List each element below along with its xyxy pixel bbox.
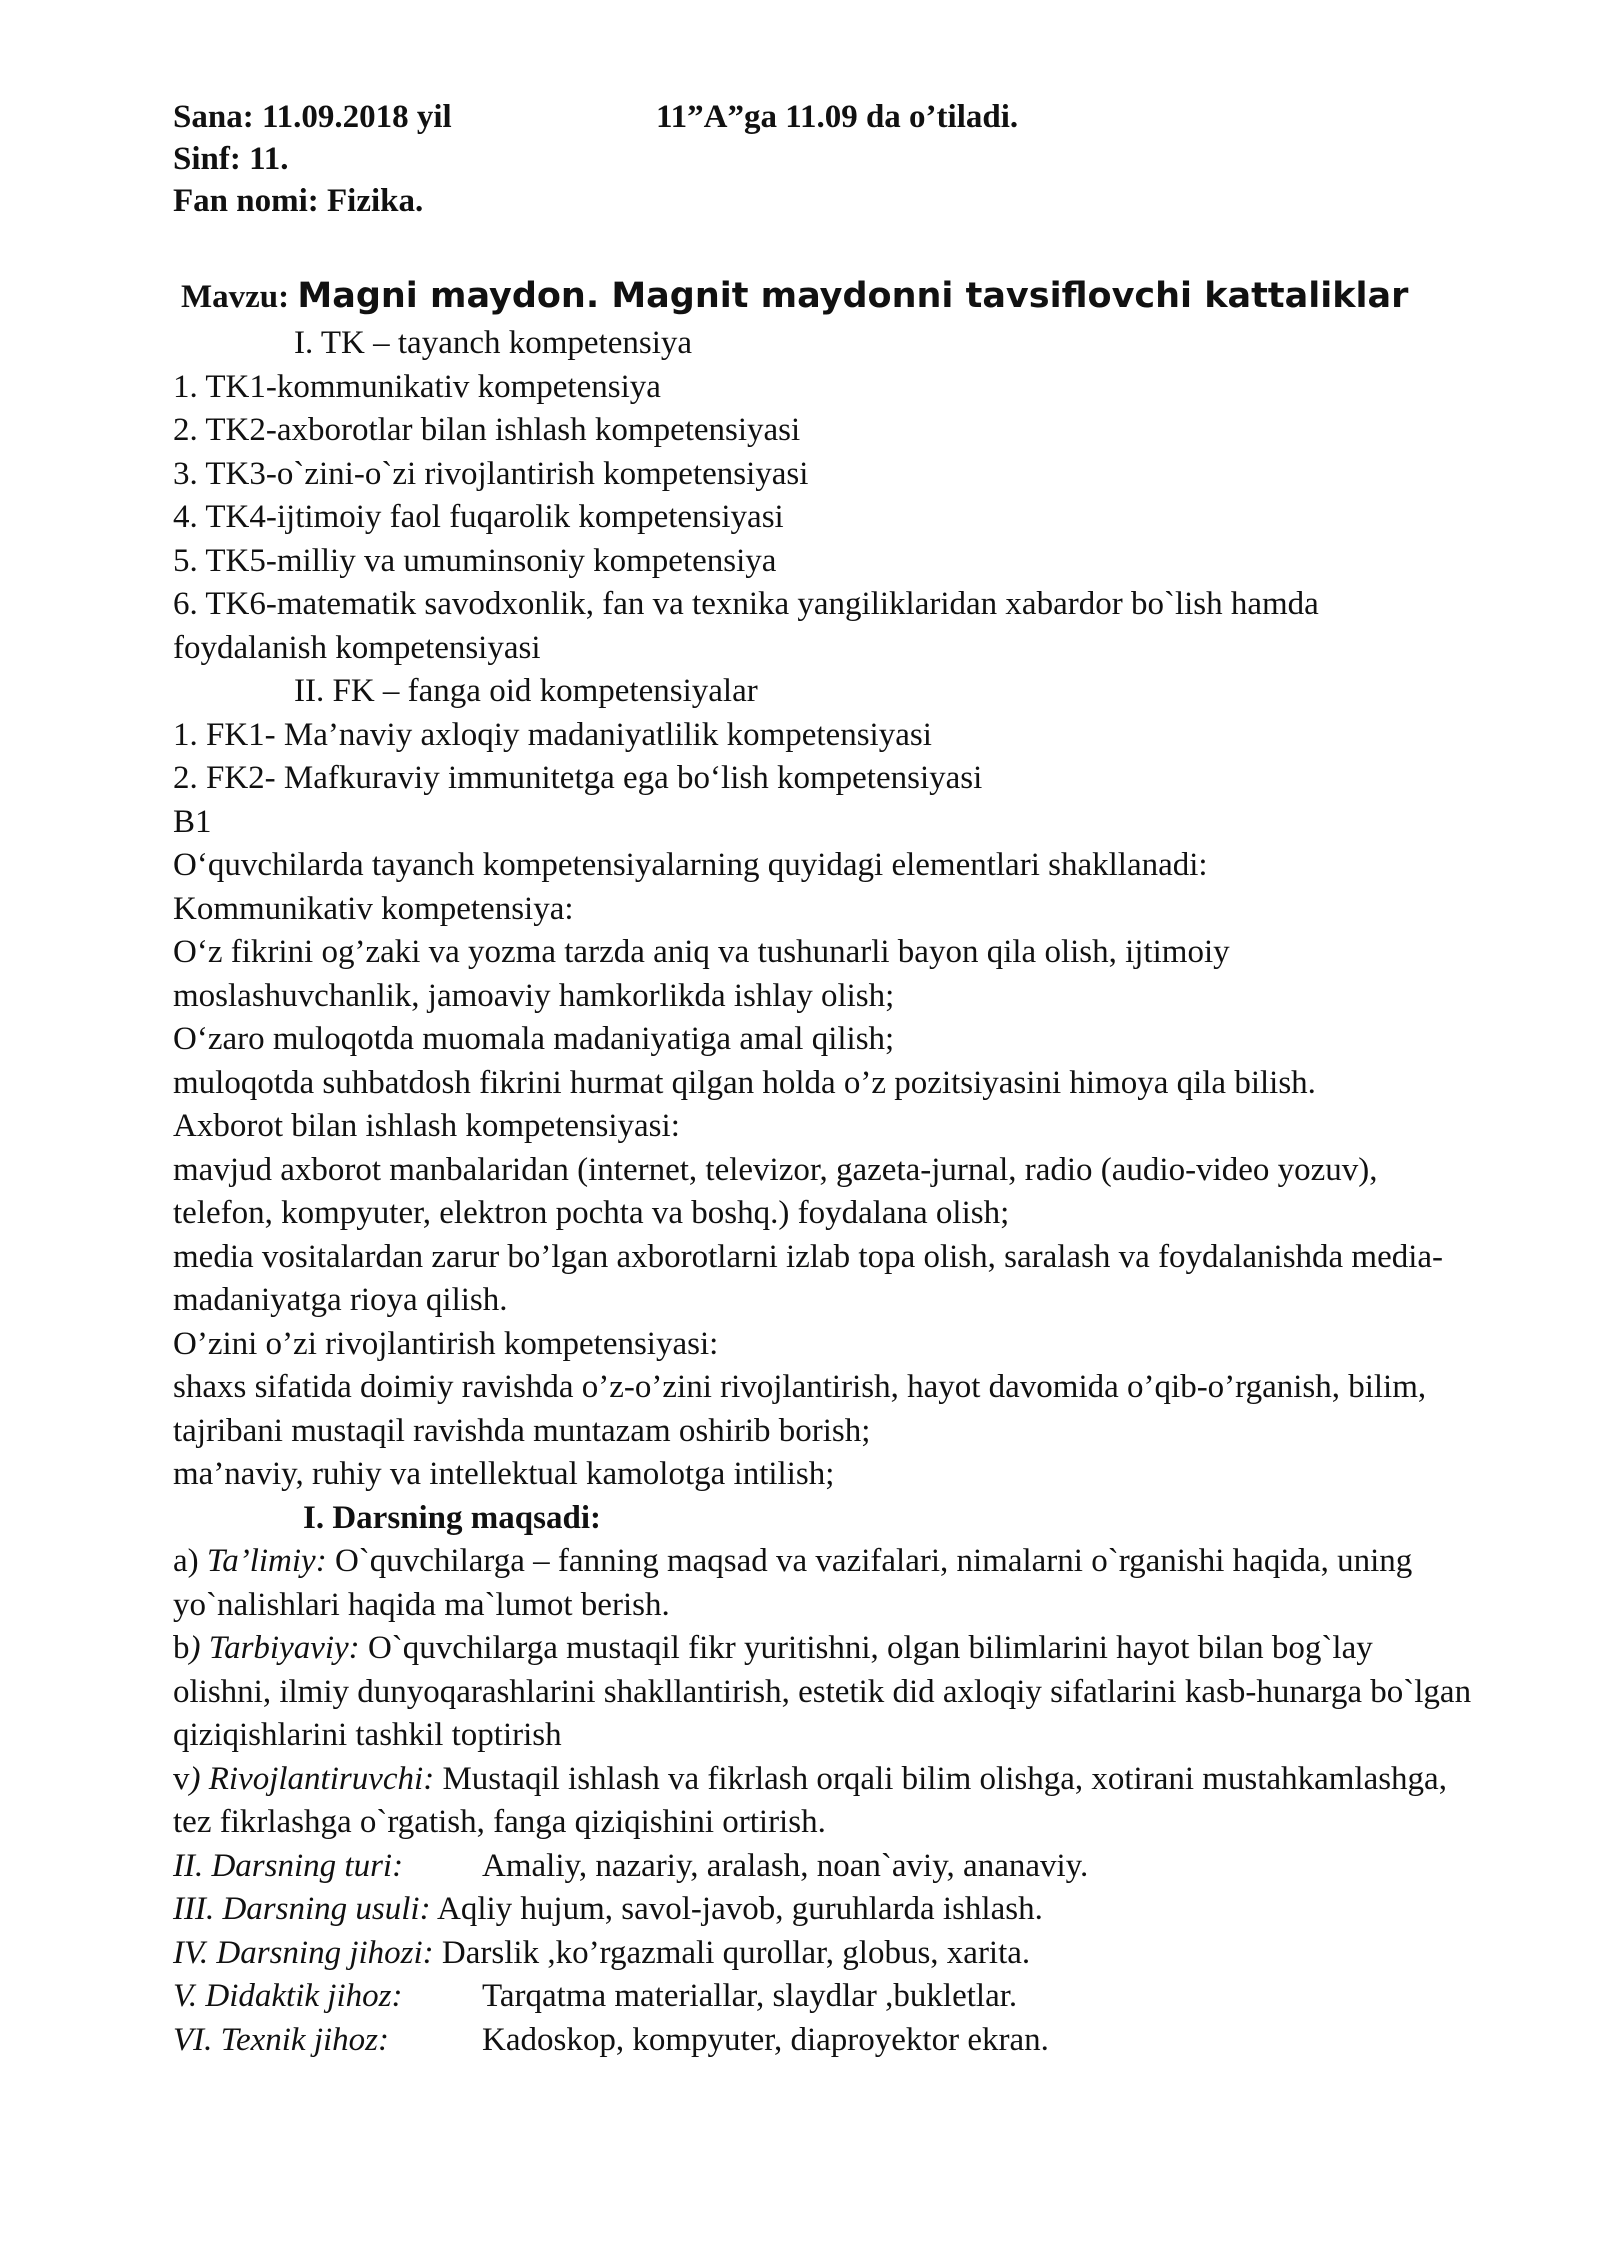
intro-paragraph: O‘quvchilarda tayanch kompetensiyalarning quyidagi elementlari shakllanadi: bbox=[173, 847, 1208, 883]
detail-value: Aqliy hujum, savol-javob, guruhlarda ishlash. bbox=[437, 1891, 1043, 1927]
detail-label: II. Darsning turi: bbox=[173, 1847, 404, 1884]
detail-value: Amaliy, nazariy, aralash, noan`aviy, ananaviy. bbox=[482, 1847, 1089, 1884]
topic-line bbox=[181, 270, 1408, 323]
goal-b-prefix: b bbox=[173, 1630, 190, 1666]
tk-item: 2. TK2-axborotlar bilan ishlash kompetensiyasi bbox=[173, 412, 801, 448]
document-body bbox=[173, 322, 1473, 2062]
detail-label: IV. Darsning jihozi: bbox=[173, 1934, 434, 1971]
self-line: shaxs sifatida doimiy ravishda o’z-o’zini rivojlantirish, hayot davomida o’qib-o’rganish, bilim, tajribani mustaqil ravishda muntazam oshirib borish; bbox=[173, 1369, 1427, 1449]
info-line: mavjud axborot manbalaridan (internet, televizor, gazeta-jurnal, radio (audio-video yozuv), telefon, kompyuter, elektron pochta va boshq.) foydalana olish; bbox=[173, 1151, 1378, 1231]
self-line: ma’naviy, ruhiy va intellektual kamolotga intilish; bbox=[173, 1456, 835, 1492]
detail-value: Kadoskop, kompyuter, diaproyektor ekran. bbox=[482, 2021, 1049, 2058]
goal-v-text: Mustaqil ishlash va fikrlash orqali bilim olishga, xotirani mustahkamlashga, tez fikrlashga o`rgatish, fanga qiziqishini ortirish. bbox=[173, 1760, 1447, 1840]
goal-a-label: Ta’limiy: bbox=[206, 1543, 327, 1579]
header-block bbox=[173, 96, 1019, 222]
tk-item: 3. TK3-o`zini-o`zi rivojlantirish kompetensiyasi bbox=[173, 455, 809, 492]
detail-row bbox=[173, 1845, 1473, 1889]
detail-label: III. Darsning usuli: bbox=[173, 1891, 431, 1927]
schedule-note: 11”A”ga 11.09 da o’tiladi. bbox=[656, 99, 1019, 135]
b1-label: B1 bbox=[173, 803, 212, 840]
topic-label: Mavzu: bbox=[181, 279, 290, 315]
detail-value: Tarqatma materiallar, slaydlar ,bukletlar. bbox=[482, 1978, 1018, 2014]
detail-row bbox=[173, 2019, 1473, 2063]
class-line: Sinf: 11. bbox=[173, 141, 289, 177]
comm-line: O‘zaro muloqotda muomala madaniyatiga amal qilish; bbox=[173, 1021, 895, 1057]
goal-b-text: O`quvchilarga mustaqil fikr yuritishni, olgan bilimlarini hayot bilan bog`lay olishni, ilmiy dunyoqarashlarini shakllantirish, estetik did axloqiy sifatlarini kasb-hunarga bo`lgan qiziqishlarini tashkil toptirish bbox=[173, 1630, 1472, 1753]
comm-line: O‘z fikrini og’zaki va yozma tarzda aniq va tushunarli bayon qila olish, ijtimoiy moslashuvchanlik, jamoaviy hamkorlikda ishlay olish; bbox=[173, 934, 1230, 1014]
goal-b bbox=[173, 1627, 1473, 1758]
tk-heading: I. TK – tayanch kompetensiya bbox=[294, 325, 693, 361]
detail-label: VI. Texnik jihoz: bbox=[173, 2021, 389, 2058]
self-heading: O’zini o’zi rivojlantirish kompetensiyasi: bbox=[173, 1325, 719, 1362]
subject-line: Fan nomi: Fizika. bbox=[173, 183, 424, 219]
tk-item: 5. TK5-milliy va umuminsoniy kompetensiya bbox=[173, 542, 777, 579]
fk-heading: II. FK – fanga oid kompetensiyalar bbox=[294, 673, 758, 709]
comm-line: muloqotda suhbatdosh fikrini hurmat qilgan holda o’z pozitsiyasini himoya qila bilish. bbox=[173, 1064, 1316, 1101]
tk-item: 1. TK1-kommunikativ kompetensiya bbox=[173, 368, 661, 405]
date-line: Sana: 11.09.2018 yil bbox=[173, 99, 452, 135]
fk-item: 2. FK2- Mafkuraviy immunitetga ega bo‘lish kompetensiyasi bbox=[173, 760, 983, 796]
topic-title: Magni maydon. Magnit maydonni tavsiflovchi kattaliklar bbox=[297, 276, 1409, 316]
info-heading: Axborot bilan ishlash kompetensiyasi: bbox=[173, 1108, 680, 1144]
detail-row bbox=[173, 1932, 1473, 1976]
comm-heading: Kommunikativ kompetensiya: bbox=[173, 890, 574, 927]
detail-row bbox=[173, 1888, 1473, 1932]
tk-item: 4. TK4-ijtimoiy faol fuqarolik kompetensiyasi bbox=[173, 499, 784, 535]
detail-label: V. Didaktik jihoz: bbox=[173, 1978, 403, 2014]
detail-value: Darslik ,ko’rgazmali qurollar, globus, xarita. bbox=[441, 1934, 1031, 1971]
goals-heading: I. Darsning maqsadi: bbox=[303, 1499, 601, 1536]
detail-row bbox=[173, 1975, 1473, 2019]
goal-a-prefix: a) bbox=[173, 1543, 207, 1579]
goal-b-label: ) Tarbiyaviy: bbox=[189, 1630, 360, 1666]
info-line: media vositalardan zarur bo’lgan axborotlarni izlab topa olish, saralash va foydalanishda media-madaniyatga rioya qilish. bbox=[173, 1238, 1444, 1318]
tk-item: 6. TK6-matematik savodxonlik, fan va texnika yangiliklaridan xabardor bo`lish hamda foydalanish kompetensiyasi bbox=[173, 586, 1319, 666]
goal-a bbox=[173, 1540, 1473, 1627]
goal-v bbox=[173, 1758, 1473, 1845]
goal-a-text: O`quvchilarga – fanning maqsad va vazifalari, nimalarni o`rganishi haqida, uning yo`nalishlari haqida ma`lumot berish. bbox=[173, 1543, 1413, 1623]
goal-v-prefix: v bbox=[173, 1760, 190, 1797]
goal-v-label: ) Rivojlantiruvchi: bbox=[189, 1760, 435, 1797]
fk-item: 1. FK1- Ma’naviy axloqiy madaniyatlilik kompetensiyasi bbox=[173, 716, 932, 753]
